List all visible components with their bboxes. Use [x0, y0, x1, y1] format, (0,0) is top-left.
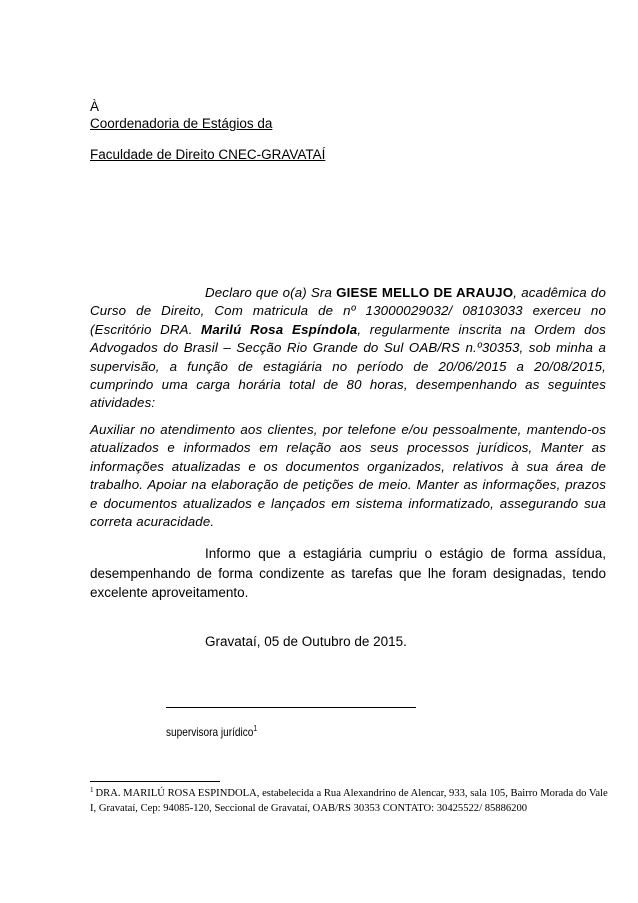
activities-paragraph: Auxiliar no atendimento aos clientes, por telefone e/ou pessoalmente, mantendo-os atualizados e informados em relação aos seus processos jurídicos, Manter as informações atualizadas e os documentos organizados, relativos à sua área de trabalho. Apoiar na elaboração de petições de meio. Manter as informações, prazos e documentos atualizados e lançados em sistema informatizado, assegurando sua correta acuracidade.: [90, 422, 606, 530]
footnote-separator: [90, 781, 220, 782]
footnote: $^1$ DRA. MARILÚ ROSA ESPINDOLA, estabelecida a Rua Alexandrino de Alencar, 933, sala 105, Bairro Morada do Vale I, Gravataí, Cep: 94085-120, Seccional de Gravataí, OAB/RS 30353 CONTATO: 30425522/ 85886200: [90, 786, 608, 814]
addressee-to: À: [90, 99, 100, 114]
declaration-paragraph: Declaro que o(a) Sra GIESE MELLO DE ARAUJO, acadêmica do Curso de Direito, Com matricula de nº 13000029032/ 08103033 exerceu no (Escritório DRA. Marilú Rosa Espíndola, regularmente inscrita na Ordem dos Advogados do Brasil – Secção Rio Grande do Sul OAB/RS n.º30353, sob minha a supervisão, a função de estagiária no período de 20/06/2015 a 20/08/2015, cumprindo uma carga horária total de 80 horas, desempenhando as seguintes atividades:: [90, 285, 606, 411]
addressee-line-2: Faculdade de Direito CNEC-GRAVATAÍ: [90, 147, 326, 162]
date-line: Gravataí, 05 de Outubro de 2015.: [205, 634, 407, 649]
statement-paragraph: Informo que a estagiária cumpriu o estágio de forma assídua, desempenhando de forma condizente as tarefas que lhe foram designadas, tendo excelente aproveitamento.: [90, 546, 606, 600]
addressee-line-1: Coordenadoria de Estágios da: [90, 116, 273, 131]
footnote-ref: 1: [253, 724, 258, 733]
signature-line: [166, 707, 416, 708]
footnote-number: 1: [90, 786, 94, 794]
student-name: GIESE MELLO DE ARAUJO: [336, 285, 514, 300]
supervisor-name: Marilú Rosa Espíndola: [201, 321, 358, 337]
signature-label: supervisora jurídico$^1$: [166, 724, 258, 739]
